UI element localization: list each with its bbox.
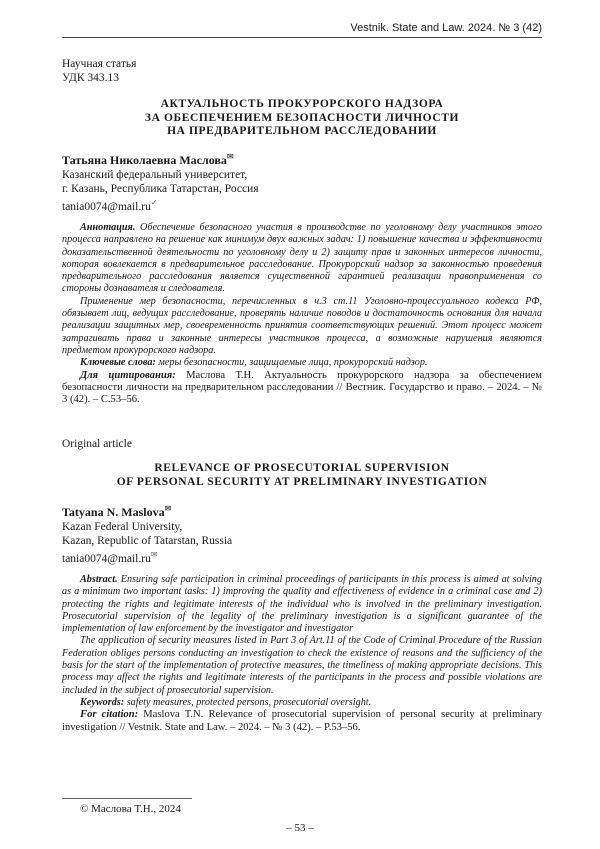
en-title bbox=[62, 462, 542, 489]
orcid-icon: ✓ bbox=[151, 198, 158, 207]
ru-annotation bbox=[62, 222, 542, 406]
article-type: Научная статья bbox=[62, 58, 542, 71]
en-keywords-text: safety measures, protected persons, prosecutorial oversight. bbox=[127, 697, 371, 708]
copyright: © Маслова Т.Н., 2024 bbox=[80, 803, 181, 815]
keywords-text: меры безопасности, защищаемые лица, прокурорский надзор. bbox=[158, 357, 427, 368]
citation-text: Маслова Т.Н. Актуальность прокурорского надзора за обеспечением безопасности личности на предварительном расследовании // Вестник. Государство и право. – 2024. – № 3 (42). – С.53–56. bbox=[62, 370, 542, 406]
page-number: – 53 – bbox=[0, 822, 600, 834]
ru-affiliation: Казанский федеральный университет, bbox=[62, 168, 542, 182]
abstract-text: Ensuring safe participation in criminal proceedings of participants in this process is aimed at solving as a minimum two important tasks: 1) improving the quality and effectiveness of evidence in a criminal case and 2) protecting the rights and legitimate interests of the individual who is involved in the preliminary investigation. Prosecutorial supervision of the legality of the preliminary investigation is a significant guarantee of the implementation of law enforcement by the investigator and investigator bbox=[62, 574, 542, 634]
en-city: Kazan, Republic of Tatarstan, Russia bbox=[62, 534, 542, 548]
en-title-line: OF PERSONAL SECURITY AT PRELIMINARY INVESTIGATION bbox=[62, 476, 542, 490]
en-article-type: Original article bbox=[62, 438, 542, 451]
annotation-text: Обеспечение безопасного участия в производстве по уголовному делу участников этого процесса направлено на решение как минимум двух важных задач: 1) повышение качества и эффективности доказательственной деятельности по уголовному делу и 2) защиту прав и законных интересов личности, которая вовлекается в предварительное расследование. Прокурорский надзор за законностью проведения предварительного расследования является существенной гарантией реализации правоприменения со стороны дознавателя и следователя. bbox=[62, 222, 542, 294]
udc-code: УДК 343.13 bbox=[62, 72, 542, 85]
ru-title bbox=[62, 98, 542, 139]
en-citation-text: Maslova T.N. Relevance of prosecutorial supervision of personal security at preliminary investigation // Vestnik. State and Law. – 2024. – № 3 (42). – P.53–56. bbox=[62, 709, 542, 732]
en-affiliation: Kazan Federal University, bbox=[62, 520, 542, 534]
abstract-label: Abstract. bbox=[80, 574, 118, 585]
ru-title-line: НА ПРЕДВАРИТЕЛЬНОМ РАССЛЕДОВАНИИ bbox=[62, 125, 542, 139]
envelope-icon: ✉ bbox=[151, 550, 158, 559]
en-keywords-label: Keywords: bbox=[80, 697, 124, 708]
en-citation-label: For citation: bbox=[80, 709, 138, 720]
ru-city: г. Казань, Республика Татарстан, Россия bbox=[62, 182, 542, 196]
ru-author-block bbox=[62, 152, 542, 214]
ru-author-name: Татьяна Николаевна Маслова bbox=[62, 153, 227, 167]
envelope-icon: ✉ bbox=[165, 504, 172, 513]
ru-title-line: АКТУАЛЬНОСТЬ ПРОКУРОРСКОГО НАДЗОРА bbox=[62, 98, 542, 112]
ru-title-line: ЗА ОБЕСПЕЧЕНИЕМ БЕЗОПАСНОСТИ ЛИЧНОСТИ bbox=[62, 112, 542, 126]
en-email[interactable]: tania0074@mail.ru bbox=[62, 553, 151, 565]
en-abstract bbox=[62, 574, 542, 734]
envelope-icon: ✉ bbox=[227, 152, 234, 161]
footnote-divider bbox=[62, 798, 192, 799]
en-title-line: RELEVANCE OF PROSECUTORIAL SUPERVISION bbox=[62, 462, 542, 476]
keywords-label: Ключевые слова: bbox=[80, 357, 156, 368]
ru-email[interactable]: tania0074@mail.ru bbox=[62, 201, 151, 213]
abstract-text-2: The application of security measures listed in Part 3 of Art.11 of the Code of Criminal Procedure of the Russian Federation obliges persons conducting an investigation to check the existence of reasons and the sufficiency of the basis for the start of the implementation of protective measures, the timeliness of making appropriate decisions. This process may affect the rights and legitimate interests of the participants in the process and possible violations are included in the subject of prosecutorial supervision. bbox=[62, 635, 542, 696]
citation-label: Для цитирования: bbox=[80, 370, 176, 381]
en-author-block bbox=[62, 504, 542, 566]
annotation-text-2: Применение мер безопасности, перечисленных в ч.3 ст.11 Уголовно-процессуального кодекса РФ, обязывает лиц, ведущих расследование, проверять наличие поводов и достаточность основания для начала реализации защитных мер, своевременность принятия соответствующих решений. Этот процесс может затрагивать права и законные интересы участников процесса, а возможные нарушения являются предметом прокурорского надзора. bbox=[62, 296, 542, 357]
en-author-name: Tatyana N. Maslova bbox=[62, 505, 165, 519]
annotation-label: Аннотация. bbox=[80, 222, 135, 233]
journal-header: Vestnik. State and Law. 2024. № 3 (42) bbox=[62, 22, 542, 38]
